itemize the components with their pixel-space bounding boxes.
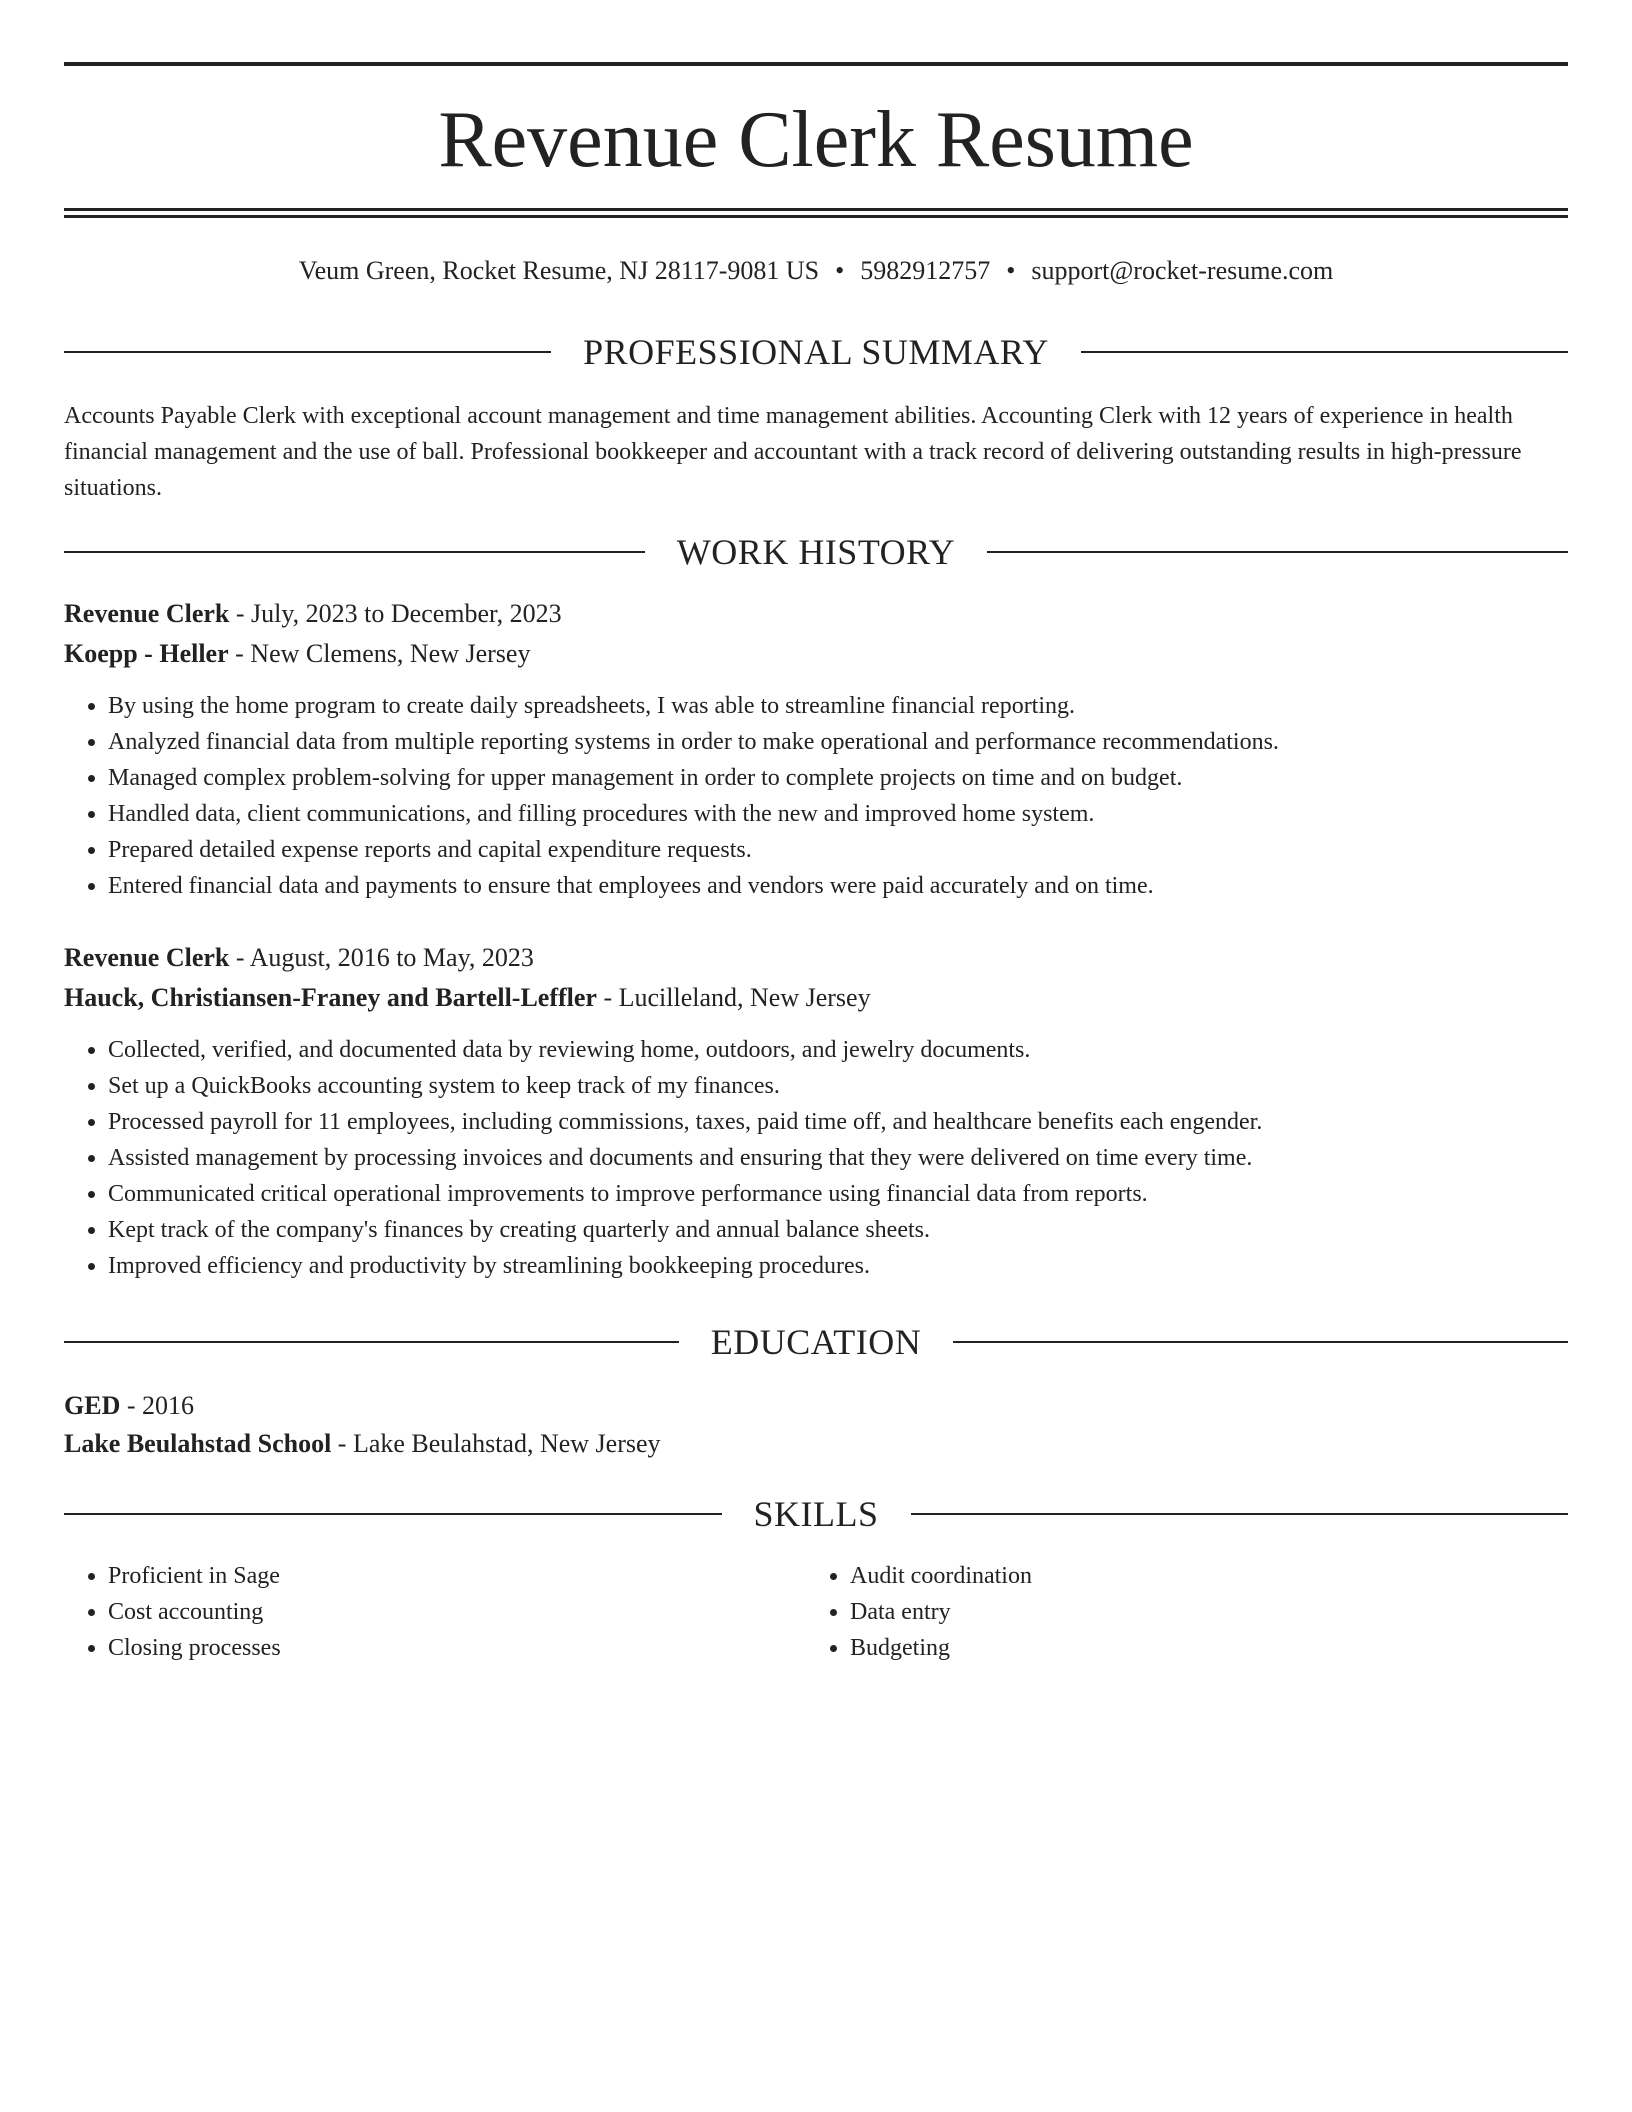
list-item: • Improved efficiency and productivity by streamlining bookkeeping procedures. <box>108 1248 1568 1284</box>
list-item: • Prepared detailed expense reports and capital expenditure requests. <box>108 832 1568 868</box>
job-company: Koepp - Heller <box>64 639 229 668</box>
list-item: • Assisted management by processing invoices and documents and ensuring that they were delivered on time every time. <box>108 1140 1568 1176</box>
section-label: WORK HISTORY <box>676 532 956 572</box>
list-item: • Analyzed financial data from multiple reporting systems in order to make operational and performance recommendations. <box>108 724 1568 760</box>
section-rule <box>987 551 1568 553</box>
section-header-skills <box>64 1492 1568 1536</box>
contact-address: Veum Green, Rocket Resume, NJ 28117-9081 US <box>298 256 820 285</box>
list-item: • Entered financial data and payments to ensure that employees and vendors were paid accurately and on time. <box>108 868 1568 904</box>
summary-text: Accounts Payable Clerk with exceptional account management and time management abilities. Accounting Clerk with 12 years of experience in health financial management and the use of ball. Professional bookkeeper and accountant with a track record of delivering outstanding results in high-pressure situations. <box>64 403 1522 501</box>
section-label: SKILLS <box>753 1494 879 1534</box>
job-bullets <box>64 688 1568 904</box>
list-item: • Kept track of the company's finances by creating quarterly and annual balance sheets. <box>108 1212 1568 1248</box>
section-rule <box>64 351 551 353</box>
job-company-line <box>64 980 1568 1016</box>
contact-phone: 5982912757 <box>860 256 991 285</box>
list-item: • Collected, verified, and documented data by reviewing home, outdoors, and jewelry documents. <box>108 1032 1568 1068</box>
top-rule <box>64 62 1568 66</box>
contact-email: support@rocket-resume.com <box>1031 256 1334 285</box>
section-rule <box>1081 351 1568 353</box>
education-degree-line <box>64 1388 1568 1424</box>
skills-list-right <box>806 1558 1530 1666</box>
list-item: • Processed payroll for 11 employees, including commissions, taxes, paid time off, and healthcare benefits each engender. <box>108 1104 1568 1140</box>
title-rule-lower <box>64 215 1568 218</box>
section-header-summary <box>64 330 1568 374</box>
list-item: • Data entry <box>850 1594 1530 1630</box>
section-rule <box>64 551 645 553</box>
list-item: • Closing processes <box>108 1630 788 1666</box>
education-year: - 2016 <box>120 1391 195 1420</box>
job-bullets <box>64 1032 1568 1284</box>
list-item: • Budgeting <box>850 1630 1530 1666</box>
list-item: • Proficient in Sage <box>108 1558 788 1594</box>
job-company-line <box>64 636 1568 672</box>
job-location: - Lucilleland, New Jersey <box>596 983 871 1012</box>
list-item: • Managed complex problem-solving for upper management in order to complete projects on time and on budget. <box>108 760 1568 796</box>
job-dates: - July, 2023 to December, 2023 <box>229 599 562 628</box>
education-school: Lake Beulahstad School <box>64 1429 332 1458</box>
page-title: Revenue Clerk Resume <box>438 96 1194 184</box>
title-rule-upper <box>64 208 1568 211</box>
list-item: • Communicated critical operational improvements to improve performance using financial data from reports. <box>108 1176 1568 1212</box>
section-header-education <box>64 1320 1568 1364</box>
list-item: • Handled data, client communications, and filling procedures with the new and improved home system. <box>108 796 1568 832</box>
section-rule <box>64 1513 722 1515</box>
job-dates: - August, 2016 to May, 2023 <box>229 943 534 972</box>
section-label: PROFESSIONAL SUMMARY <box>583 332 1049 372</box>
contact-separator: • <box>1006 256 1016 285</box>
section-rule <box>911 1513 1569 1515</box>
job-title-line <box>64 596 1568 632</box>
job-location: - New Clemens, New Jersey <box>228 639 531 668</box>
section-rule <box>64 1341 679 1343</box>
contact-separator: • <box>835 256 845 285</box>
section-label: EDUCATION <box>710 1322 922 1362</box>
education-school-line <box>64 1426 1568 1462</box>
job-title-line <box>64 940 1568 976</box>
education-degree: GED <box>64 1391 121 1420</box>
list-item: • Audit coordination <box>850 1558 1530 1594</box>
education-location: - Lake Beulahstad, New Jersey <box>331 1429 661 1458</box>
contact-line <box>64 254 1568 288</box>
skills-list-left <box>64 1558 788 1666</box>
job-title: Revenue Clerk <box>64 599 230 628</box>
list-item: • Cost accounting <box>108 1594 788 1630</box>
job-title: Revenue Clerk <box>64 943 230 972</box>
section-rule <box>953 1341 1568 1343</box>
list-item: • Set up a QuickBooks accounting system to keep track of my finances. <box>108 1068 1568 1104</box>
job-company: Hauck, Christiansen-Franey and Bartell-Leffler <box>64 983 597 1012</box>
section-header-work <box>64 530 1568 574</box>
list-item: • By using the home program to create daily spreadsheets, I was able to streamline financial reporting. <box>108 688 1568 724</box>
